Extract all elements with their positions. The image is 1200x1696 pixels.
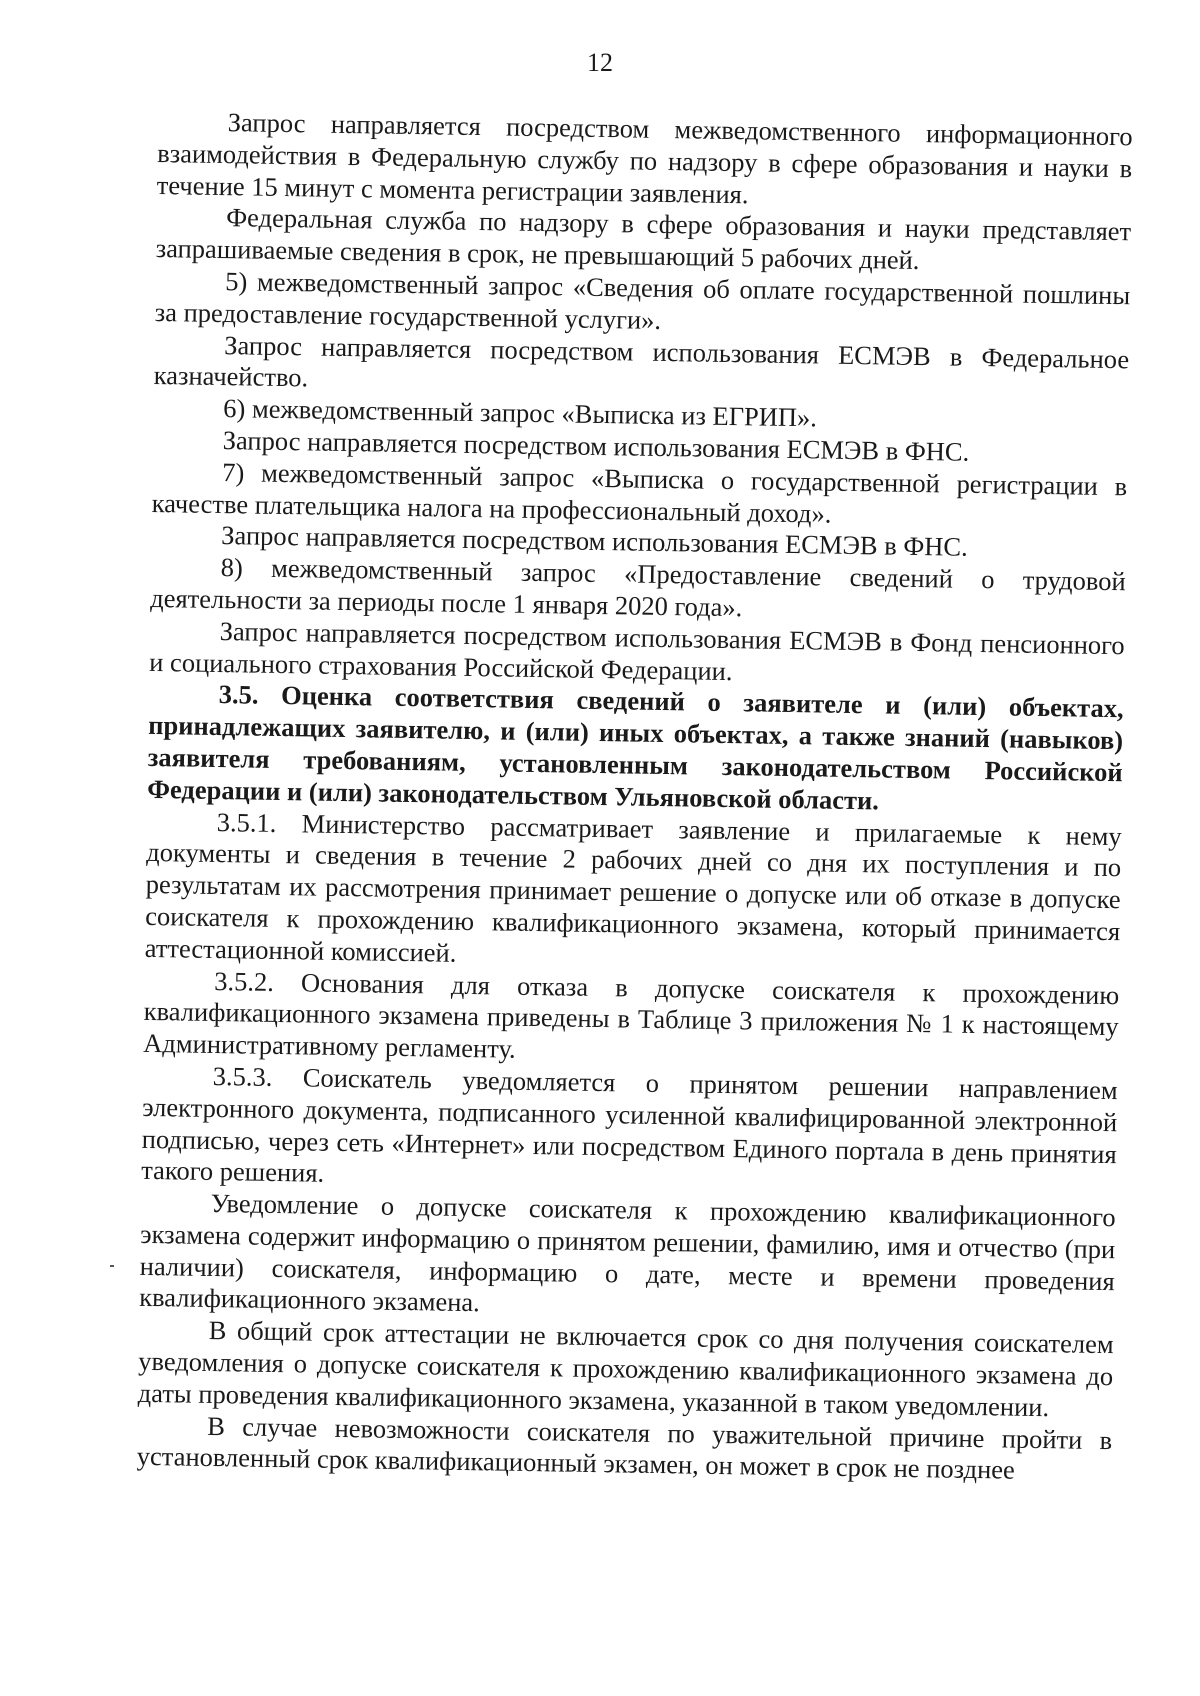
section-heading-3-5: 3.5. Оценка соответствия сведений о заявителе и (или) объектах, принадлежащих заявителю, и (или) иных объектах, а также знаний (навыков) заявителя требованиям, установленным законодательством Российской Федерации и (или) законодательством Ульяновской области.	[147, 679, 1124, 816]
paragraph-item-7-route: Запрос направляется посредством использования ЕСМЭВ в ФНС.	[221, 520, 968, 563]
paragraph-item-8-route: Запрос направляется посредством использования ЕСМЭВ в Фонд пенсионного и социального страхования Российской Федерации.	[149, 615, 1125, 686]
paragraph-fsnso-response: Федеральная служба по надзору в сфере образования и науки представляет запрашиваемые сведения в срок, не превышающий 5 рабочих дней.	[155, 202, 1132, 276]
page-number: 12	[587, 48, 613, 77]
paragraph-3-5-1: 3.5.1. Министерство рассматривает заявление и прилагаемые к нему документы и сведения в течение 2 рабочих дней со дня их поступления и по результатам их рассмотрения принимает решение о допуске или об отказе в допуске соискателя к прохождению квалификационного экзамена, который принимается аттестационной комиссией.	[144, 806, 1122, 968]
paragraph-notification-content: Уведомление о допуске соискателя к прохождению квалификационного экзамена содержит информацию о принятом решении, фамилию, имя и отчество (при наличии) соискателя, информацию о дате, месте и времени проведения квалификационного экзамена.	[139, 1188, 1116, 1318]
paragraph-term-exclusion: В общий срок аттестации не включается срок со дня получения соискателем уведомления о допуске соискателя к прохождению квалификационного экзамена до даты проведения квалификационного экзамена, указанной в таком уведомлении.	[137, 1315, 1114, 1423]
paragraph-3-5-3: 3.5.3. Соискатель уведомляется о принятом решении направлением электронного документа, подписанного усиленной квалифицированной электронной подписью, через сеть «Интернет» или посредством Единого портала в день принятия такого решения.	[141, 1060, 1118, 1189]
paragraph-item-6: 6) межведомственный запрос «Выписка из ЕГРИП».	[223, 393, 818, 433]
paragraph-request-fsnso: Запрос направляется посредством межведомственного информационного взаимодействия в Федеральную службу по надзору в сфере образования и науки в течение 15 минут с момента регистрации заявления.	[156, 107, 1133, 209]
paragraph-valid-reason: В случае невозможности соискателя по уважительной причине пройти в установленный срок квалификационный экзамен, он может в срок не позднее	[136, 1410, 1113, 1486]
paragraph-item-5: 5) межведомственный запрос «Сведения об оплате государственной пошлины за предоставление государственной услуги».	[154, 266, 1131, 335]
paragraph-item-7: 7) межведомственный запрос «Выписка о государственной регистрации в качестве плательщика налога на профессиональный доход».	[151, 456, 1128, 529]
paragraph-item-8: 8) межведомственный запрос «Предоставление сведений о трудовой деятельности за периоды после 1 января 2020 года».	[150, 552, 1126, 623]
document-body	[137, 106, 1133, 1488]
paragraph-item-5-route: Запрос направляется посредством использования ЕСМЭВ в Федеральное казначейство.	[153, 329, 1130, 393]
paragraph-item-6-route: Запрос направляется посредством использования ЕСМЭВ в ФНС.	[222, 425, 970, 467]
paragraph-3-5-2: 3.5.2. Основания для отказа в допуске соискателя к прохождению квалификационного экзамена приведены в Таблице 3 приложения № 1 к настоящему Административному регламенту.	[143, 965, 1120, 1064]
scan-speck	[110, 1265, 114, 1267]
